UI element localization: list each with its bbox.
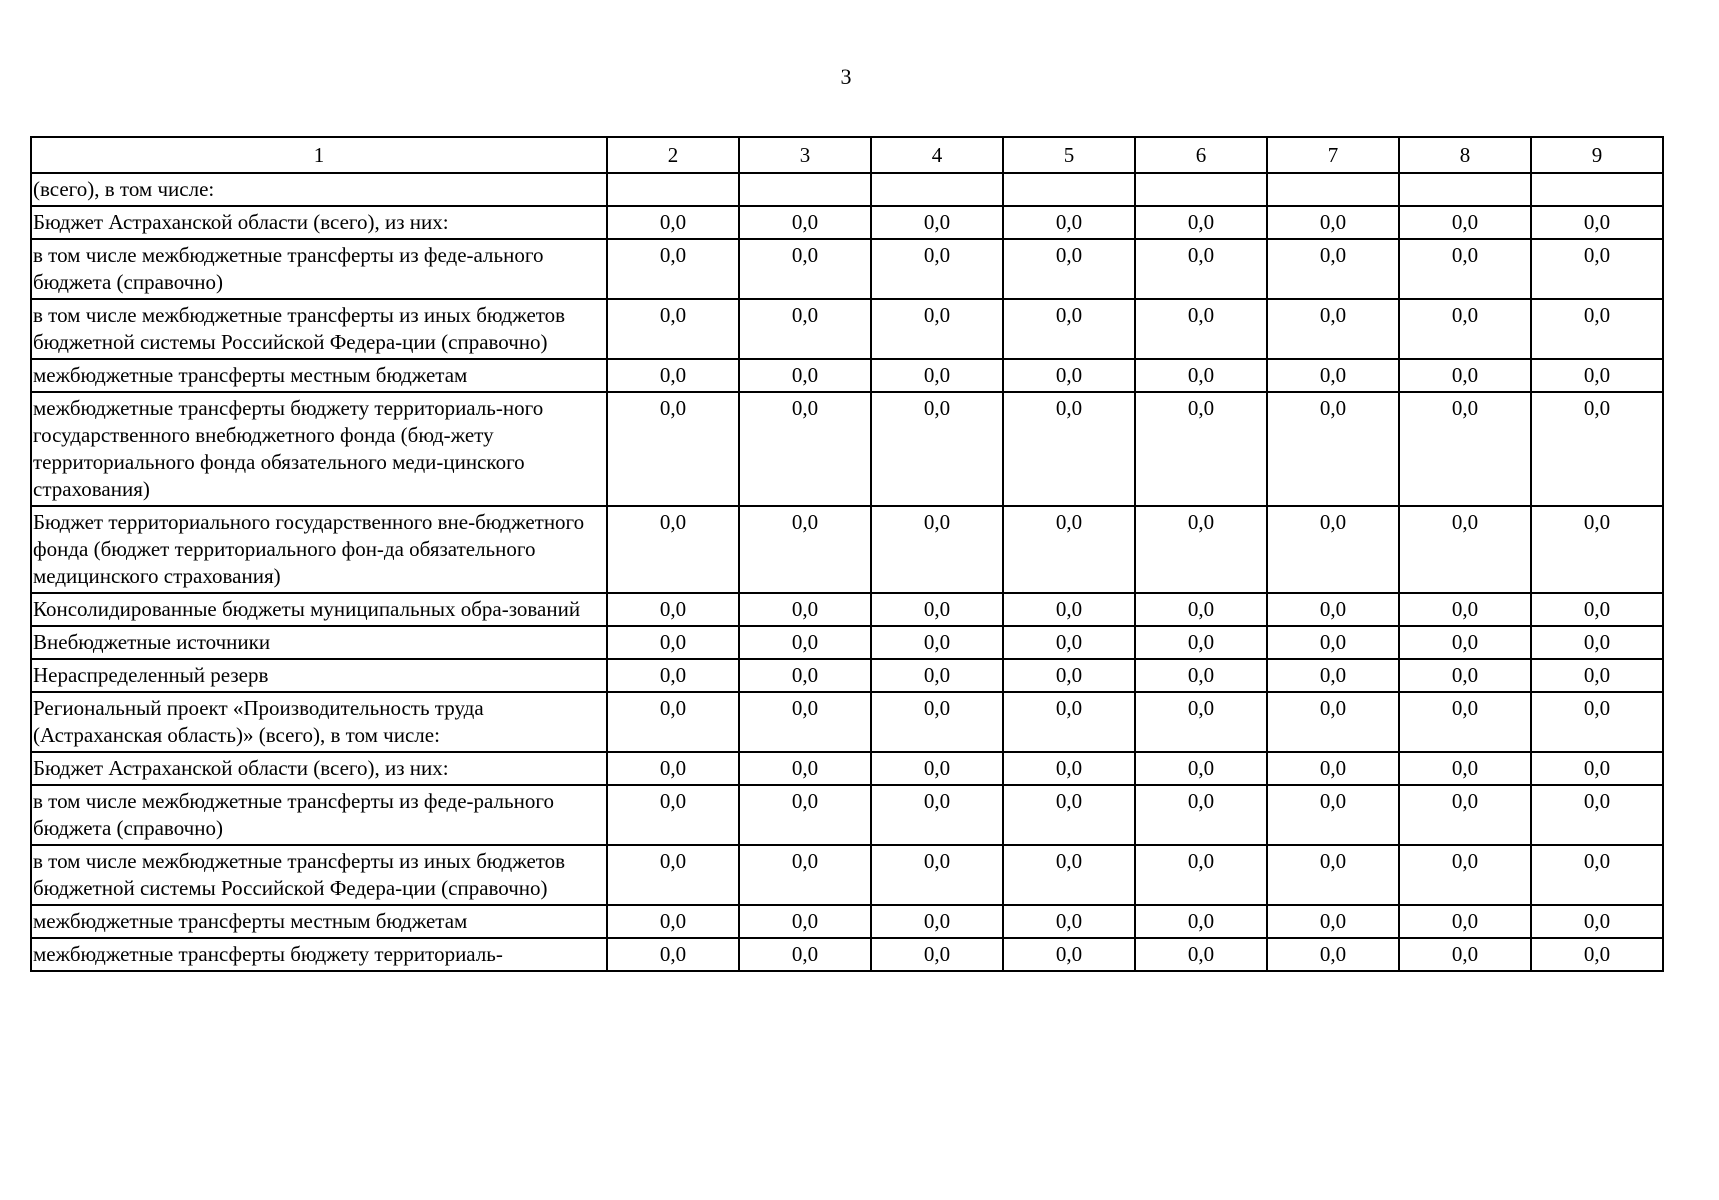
value-cell: 0,0 — [739, 206, 871, 239]
value-cell: 0,0 — [607, 206, 739, 239]
value-cell — [1267, 173, 1399, 206]
value-cell: 0,0 — [607, 659, 739, 692]
value-cell: 0,0 — [1267, 845, 1399, 905]
value-cell: 0,0 — [871, 659, 1003, 692]
value-cell: 0,0 — [1531, 626, 1663, 659]
value-cell: 0,0 — [1531, 506, 1663, 593]
value-cell: 0,0 — [1267, 593, 1399, 626]
value-cell: 0,0 — [739, 626, 871, 659]
table-row — [31, 506, 1663, 593]
value-cell: 0,0 — [607, 626, 739, 659]
value-cell: 0,0 — [1267, 626, 1399, 659]
table-row — [31, 392, 1663, 506]
value-cell — [1531, 173, 1663, 206]
value-cell: 0,0 — [1003, 626, 1135, 659]
value-cell: 0,0 — [1267, 239, 1399, 299]
page-number: 3 — [840, 64, 852, 89]
value-cell: 0,0 — [607, 845, 739, 905]
value-cell: 0,0 — [871, 593, 1003, 626]
value-cell: 0,0 — [871, 905, 1003, 938]
table-row — [31, 845, 1663, 905]
value-cell: 0,0 — [1399, 659, 1531, 692]
value-cell: 0,0 — [1267, 752, 1399, 785]
value-cell: 0,0 — [739, 359, 871, 392]
value-cell: 0,0 — [739, 506, 871, 593]
value-cell: 0,0 — [1135, 359, 1267, 392]
value-cell: 0,0 — [1399, 593, 1531, 626]
table-row — [31, 692, 1663, 752]
table-row — [31, 173, 1663, 206]
value-cell: 0,0 — [607, 359, 739, 392]
value-cell: 0,0 — [1531, 752, 1663, 785]
table-row — [31, 626, 1663, 659]
value-cell: 0,0 — [739, 752, 871, 785]
value-cell: 0,0 — [1399, 299, 1531, 359]
value-cell: 0,0 — [1003, 359, 1135, 392]
value-cell: 0,0 — [739, 938, 871, 971]
value-cell: 0,0 — [1267, 785, 1399, 845]
value-cell: 0,0 — [871, 692, 1003, 752]
value-cell: 0,0 — [739, 392, 871, 506]
value-cell: 0,0 — [1003, 845, 1135, 905]
value-cell: 0,0 — [739, 905, 871, 938]
budget-table — [30, 136, 1664, 972]
column-header-row — [31, 137, 1663, 173]
value-cell: 0,0 — [1003, 593, 1135, 626]
value-cell: 0,0 — [1399, 785, 1531, 845]
table-row — [31, 239, 1663, 299]
value-cell: 0,0 — [1135, 785, 1267, 845]
table-row — [31, 938, 1663, 971]
value-cell: 0,0 — [1003, 692, 1135, 752]
value-cell: 0,0 — [1267, 392, 1399, 506]
value-cell: 0,0 — [1531, 845, 1663, 905]
table-row — [31, 659, 1663, 692]
row-label: в том числе межбюджетные трансферты из иных бюджетов бюджетной системы Российской Федера-ции (справочно) — [31, 845, 607, 905]
value-cell: 0,0 — [1267, 299, 1399, 359]
value-cell — [1003, 173, 1135, 206]
column-header: 5 — [1003, 137, 1135, 173]
value-cell: 0,0 — [1399, 206, 1531, 239]
value-cell: 0,0 — [871, 392, 1003, 506]
value-cell: 0,0 — [1135, 659, 1267, 692]
value-cell: 0,0 — [1399, 392, 1531, 506]
value-cell: 0,0 — [1267, 506, 1399, 593]
value-cell: 0,0 — [1399, 752, 1531, 785]
row-label: межбюджетные трансферты бюджету территориаль- — [31, 938, 607, 971]
value-cell: 0,0 — [607, 692, 739, 752]
value-cell: 0,0 — [1003, 506, 1135, 593]
value-cell: 0,0 — [1531, 239, 1663, 299]
value-cell: 0,0 — [1531, 593, 1663, 626]
value-cell: 0,0 — [1003, 392, 1135, 506]
value-cell: 0,0 — [871, 752, 1003, 785]
row-label: в том числе межбюджетные трансферты из феде-ального бюджета (справочно) — [31, 239, 607, 299]
value-cell: 0,0 — [871, 626, 1003, 659]
value-cell: 0,0 — [1135, 206, 1267, 239]
value-cell: 0,0 — [739, 785, 871, 845]
row-label: (всего), в том числе: — [31, 173, 607, 206]
value-cell: 0,0 — [1135, 938, 1267, 971]
value-cell: 0,0 — [871, 938, 1003, 971]
value-cell: 0,0 — [607, 905, 739, 938]
value-cell: 0,0 — [1135, 593, 1267, 626]
value-cell: 0,0 — [739, 299, 871, 359]
value-cell: 0,0 — [871, 785, 1003, 845]
column-header: 1 — [31, 137, 607, 173]
value-cell: 0,0 — [1399, 626, 1531, 659]
value-cell: 0,0 — [1531, 938, 1663, 971]
column-header: 3 — [739, 137, 871, 173]
value-cell: 0,0 — [1531, 905, 1663, 938]
value-cell: 0,0 — [739, 239, 871, 299]
row-label: межбюджетные трансферты местным бюджетам — [31, 359, 607, 392]
value-cell: 0,0 — [1267, 359, 1399, 392]
value-cell: 0,0 — [739, 692, 871, 752]
column-header: 7 — [1267, 137, 1399, 173]
row-label: Региональный проект «Производительность труда (Астраханская область)» (всего), в том числе: — [31, 692, 607, 752]
value-cell: 0,0 — [1531, 359, 1663, 392]
value-cell: 0,0 — [1531, 692, 1663, 752]
value-cell: 0,0 — [607, 239, 739, 299]
table-row — [31, 299, 1663, 359]
value-cell: 0,0 — [1267, 659, 1399, 692]
value-cell: 0,0 — [1531, 299, 1663, 359]
value-cell: 0,0 — [1135, 299, 1267, 359]
value-cell: 0,0 — [607, 752, 739, 785]
value-cell: 0,0 — [739, 845, 871, 905]
value-cell: 0,0 — [1135, 392, 1267, 506]
column-header: 6 — [1135, 137, 1267, 173]
value-cell: 0,0 — [1003, 239, 1135, 299]
value-cell: 0,0 — [1135, 905, 1267, 938]
column-header: 9 — [1531, 137, 1663, 173]
value-cell: 0,0 — [1399, 359, 1531, 392]
row-label: Внебюджетные источники — [31, 626, 607, 659]
value-cell: 0,0 — [1267, 692, 1399, 752]
value-cell: 0,0 — [1135, 845, 1267, 905]
value-cell: 0,0 — [1135, 239, 1267, 299]
value-cell: 0,0 — [1531, 392, 1663, 506]
value-cell: 0,0 — [739, 593, 871, 626]
value-cell: 0,0 — [1531, 785, 1663, 845]
value-cell: 0,0 — [1399, 938, 1531, 971]
value-cell: 0,0 — [1399, 506, 1531, 593]
value-cell: 0,0 — [607, 785, 739, 845]
column-header: 4 — [871, 137, 1003, 173]
row-label: Нераспределенный резерв — [31, 659, 607, 692]
value-cell: 0,0 — [871, 359, 1003, 392]
table-row — [31, 752, 1663, 785]
value-cell: 0,0 — [1003, 299, 1135, 359]
value-cell: 0,0 — [607, 299, 739, 359]
value-cell — [739, 173, 871, 206]
value-cell: 0,0 — [607, 392, 739, 506]
row-label: Бюджет Астраханской области (всего), из них: — [31, 206, 607, 239]
value-cell: 0,0 — [1399, 905, 1531, 938]
value-cell: 0,0 — [1003, 752, 1135, 785]
row-label: Консолидированные бюджеты муниципальных обра-зований — [31, 593, 607, 626]
value-cell — [1135, 173, 1267, 206]
value-cell: 0,0 — [1267, 938, 1399, 971]
value-cell — [1399, 173, 1531, 206]
value-cell: 0,0 — [1135, 626, 1267, 659]
value-cell: 0,0 — [871, 506, 1003, 593]
value-cell: 0,0 — [871, 299, 1003, 359]
row-label: в том числе межбюджетные трансферты из иных бюджетов бюджетной системы Российской Федера-ции (справочно) — [31, 299, 607, 359]
table-row — [31, 206, 1663, 239]
value-cell: 0,0 — [871, 845, 1003, 905]
value-cell: 0,0 — [1399, 845, 1531, 905]
value-cell: 0,0 — [1267, 206, 1399, 239]
value-cell: 0,0 — [607, 593, 739, 626]
row-label: в том числе межбюджетные трансферты из феде-рального бюджета (справочно) — [31, 785, 607, 845]
row-label: Бюджет Астраханской области (всего), из них: — [31, 752, 607, 785]
row-label: межбюджетные трансферты бюджету территориаль-ного государственного внебюджетного фонда (бюд-жету территориального фонда обязательного меди-цинского страхования) — [31, 392, 607, 506]
value-cell: 0,0 — [607, 506, 739, 593]
column-header: 2 — [607, 137, 739, 173]
table-row — [31, 593, 1663, 626]
value-cell: 0,0 — [1003, 938, 1135, 971]
value-cell: 0,0 — [1003, 905, 1135, 938]
value-cell: 0,0 — [1135, 692, 1267, 752]
value-cell: 0,0 — [1531, 659, 1663, 692]
value-cell: 0,0 — [1003, 206, 1135, 239]
value-cell: 0,0 — [871, 206, 1003, 239]
table-body — [31, 173, 1663, 971]
value-cell: 0,0 — [871, 239, 1003, 299]
value-cell — [607, 173, 739, 206]
table-row — [31, 359, 1663, 392]
table-row — [31, 905, 1663, 938]
value-cell — [871, 173, 1003, 206]
row-label: межбюджетные трансферты местным бюджетам — [31, 905, 607, 938]
value-cell: 0,0 — [1399, 239, 1531, 299]
value-cell: 0,0 — [1399, 692, 1531, 752]
table-row — [31, 785, 1663, 845]
value-cell: 0,0 — [607, 938, 739, 971]
column-header: 8 — [1399, 137, 1531, 173]
row-label: Бюджет территориального государственного вне-бюджетного фонда (бюджет территориального фон-да обязательного медицинского страхования) — [31, 506, 607, 593]
value-cell: 0,0 — [739, 659, 871, 692]
value-cell: 0,0 — [1003, 659, 1135, 692]
value-cell: 0,0 — [1003, 785, 1135, 845]
value-cell: 0,0 — [1267, 905, 1399, 938]
value-cell: 0,0 — [1531, 206, 1663, 239]
value-cell: 0,0 — [1135, 752, 1267, 785]
value-cell: 0,0 — [1135, 506, 1267, 593]
